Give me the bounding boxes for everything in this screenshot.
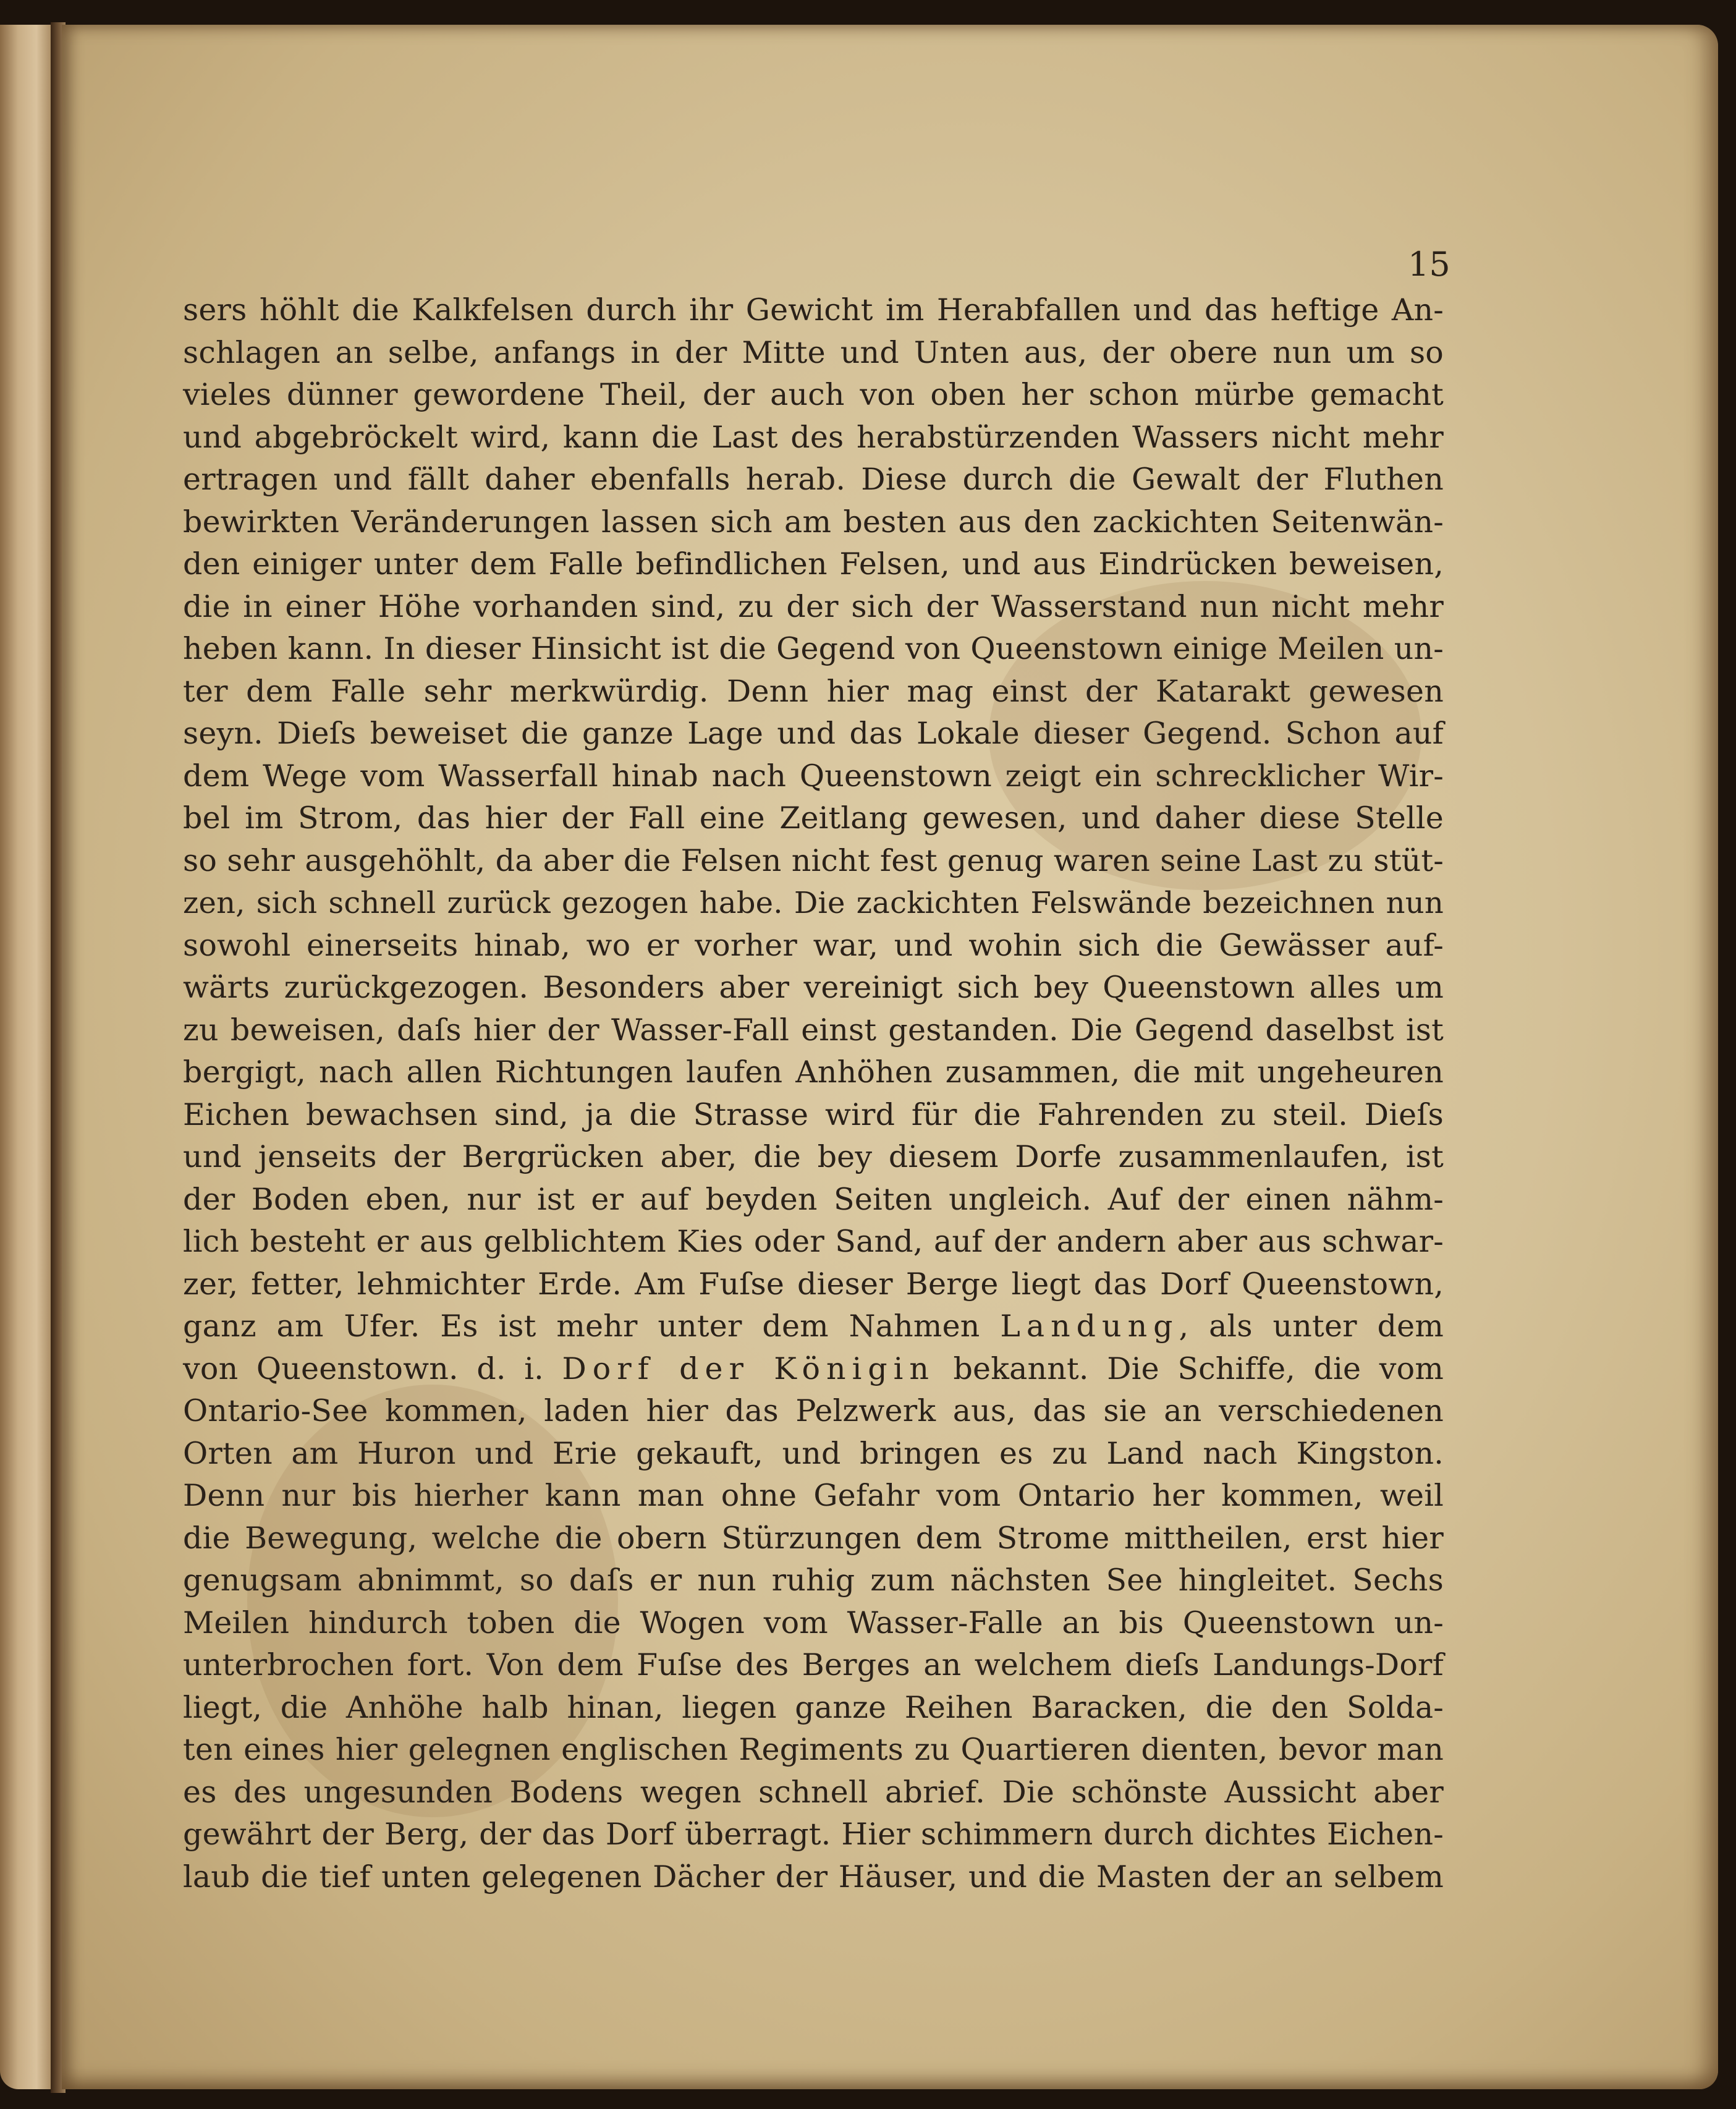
text-line: die Bewegung, welche die obern Stürzungen dem Strome mittheilen, erst hier [183, 1520, 1444, 1556]
text-line: die in einer Höhe vorhanden sind, zu der sich der Wasserstand nun nicht mehr [183, 588, 1444, 624]
page-number: 15 [1408, 245, 1450, 284]
text-line: wärts zurückgezogen. Besonders aber vereinigt sich bey Queenstown alles um [183, 970, 1444, 1005]
body-text [183, 289, 1444, 1898]
text-line: zer, fetter, lehmichter Erde. Am Fuſse dieser Berge liegt das Dorf Queenstown, [183, 1266, 1444, 1302]
text-line: genugsam abnimmt, so daſs er nun ruhig zum nächsten See hingleitet. Sechs [183, 1563, 1444, 1598]
text-line: und abgebröckelt wird, kann die Last des herabstürzenden Wassers nicht mehr [183, 419, 1444, 455]
text-line: zen, sich schnell zurück gezogen habe. Die zackichten Felswände bezeichnen nun [183, 886, 1444, 920]
text-line: bel im Strom, das hier der Fall eine Zeitlang gewesen, und daher diese Stelle [183, 800, 1444, 836]
text-line: schlagen an selbe, anfangs in der Mitte und Unten aus, der obere nun um so [183, 334, 1444, 370]
text-line [183, 1305, 1444, 1348]
text-line: heben kann. In dieser Hinsicht ist die Gegend von Queenstown einige Meilen un- [183, 631, 1444, 666]
text-line: ter dem Falle sehr merkwürdig. Denn hier mag einst der Katarakt gewesen [183, 673, 1444, 709]
text-line: Eichen bewachsen sind, ja die Strasse wird für die Fahrenden zu steil. Dieſs [183, 1097, 1444, 1132]
text-line: den einiger unter dem Falle befindlichen Felsen, und aus Eindrücken beweisen, [183, 546, 1444, 582]
text-line: laub die tief unten gelegenen Dächer der Häuser, und die Masten der an selbem [183, 1859, 1444, 1895]
text-line: vieles dünner gewordene Theil, der auch von oben her schon mürbe gemacht [183, 377, 1444, 412]
text-line: seyn. Dieſs beweiset die ganze Lage und das Lokale dieser Gegend. Schon auf [183, 716, 1444, 751]
spaced-word: Dorf der Königin [562, 1351, 935, 1386]
text-fragment: ganz am Ufer. Es ist mehr unter dem Nahmen [183, 1309, 980, 1344]
text-line: Ontario-See kommen, laden hier das Pelzwerk aus, das sie an verschiedenen [183, 1393, 1444, 1428]
text-line: der Boden eben, nur ist er auf beyden Seiten ungleich. Auf der einen nähm- [183, 1181, 1444, 1217]
text-fragment: , als unter dem [1179, 1309, 1444, 1344]
text-line [183, 1348, 1444, 1391]
text-line: bewirkten Veränderungen lassen sich am besten aus den zackichten Seitenwän- [183, 504, 1444, 540]
text-line: bergigt, nach allen Richtungen laufen Anhöhen zusammen, die mit ungeheuren [183, 1054, 1444, 1090]
text-fragment: bekannt. Die Schiffe, die vom [953, 1351, 1444, 1386]
text-fragment: von Queenstown. d. i. [183, 1351, 544, 1386]
text-line: ten eines hier gelegnen englischen Regiments zu Quartieren dienten, bevor man [183, 1732, 1444, 1767]
text-line: gewährt der Berg, der das Dorf überragt. Hier schimmern durch dichtes Eichen- [183, 1817, 1444, 1852]
facing-page-edge [0, 25, 52, 2089]
text-line: sowohl einerseits hinab, wo er vorher war, und wohin sich die Gewässer auf- [183, 927, 1444, 963]
text-line: Meilen hindurch toben die Wogen vom Wasser-Falle an bis Queenstown un- [183, 1605, 1444, 1640]
text-line: und jenseits der Bergrücken aber, die bey diesem Dorfe zusammenlaufen, ist [183, 1139, 1444, 1174]
text-line: sers höhlt die Kalkfelsen durch ihr Gewicht im Herabfallen und das heftige An- [183, 292, 1444, 328]
text-line: lich besteht er aus gelblichtem Kies oder Sand, auf der andern aber aus schwar- [183, 1224, 1444, 1259]
text-line: liegt, die Anhöhe halb hinan, liegen ganze Reihen Baracken, die den Solda- [183, 1689, 1444, 1725]
text-line: Orten am Huron und Erie gekauft, und bringen es zu Land nach Kingston. [183, 1435, 1444, 1471]
text-line: es des ungesunden Bodens wegen schnell abrief. Die schönste Aussicht aber [183, 1774, 1444, 1810]
text-line: ertragen und fällt daher ebenfalls herab. Diese durch die Gewalt der Fluthen [183, 462, 1444, 497]
text-line: dem Wege vom Wasserfall hinab nach Queenstown zeigt ein schrecklicher Wir- [183, 758, 1444, 794]
text-line: unterbrochen fort. Von dem Fuſse des Berges an welchem dieſs Landungs-Dorf [183, 1647, 1444, 1683]
text-line: zu beweisen, daſs hier der Wasser-Fall einst gestanden. Die Gegend daselbst ist [183, 1012, 1444, 1048]
spaced-word: Landung [1000, 1309, 1179, 1344]
text-line: so sehr ausgehöhlt, da aber die Felsen nicht fest genug waren seine Last zu stüt- [183, 842, 1444, 878]
text-line: Denn nur bis hierher kann man ohne Gefahr vom Ontario her kommen, weil [183, 1478, 1444, 1513]
